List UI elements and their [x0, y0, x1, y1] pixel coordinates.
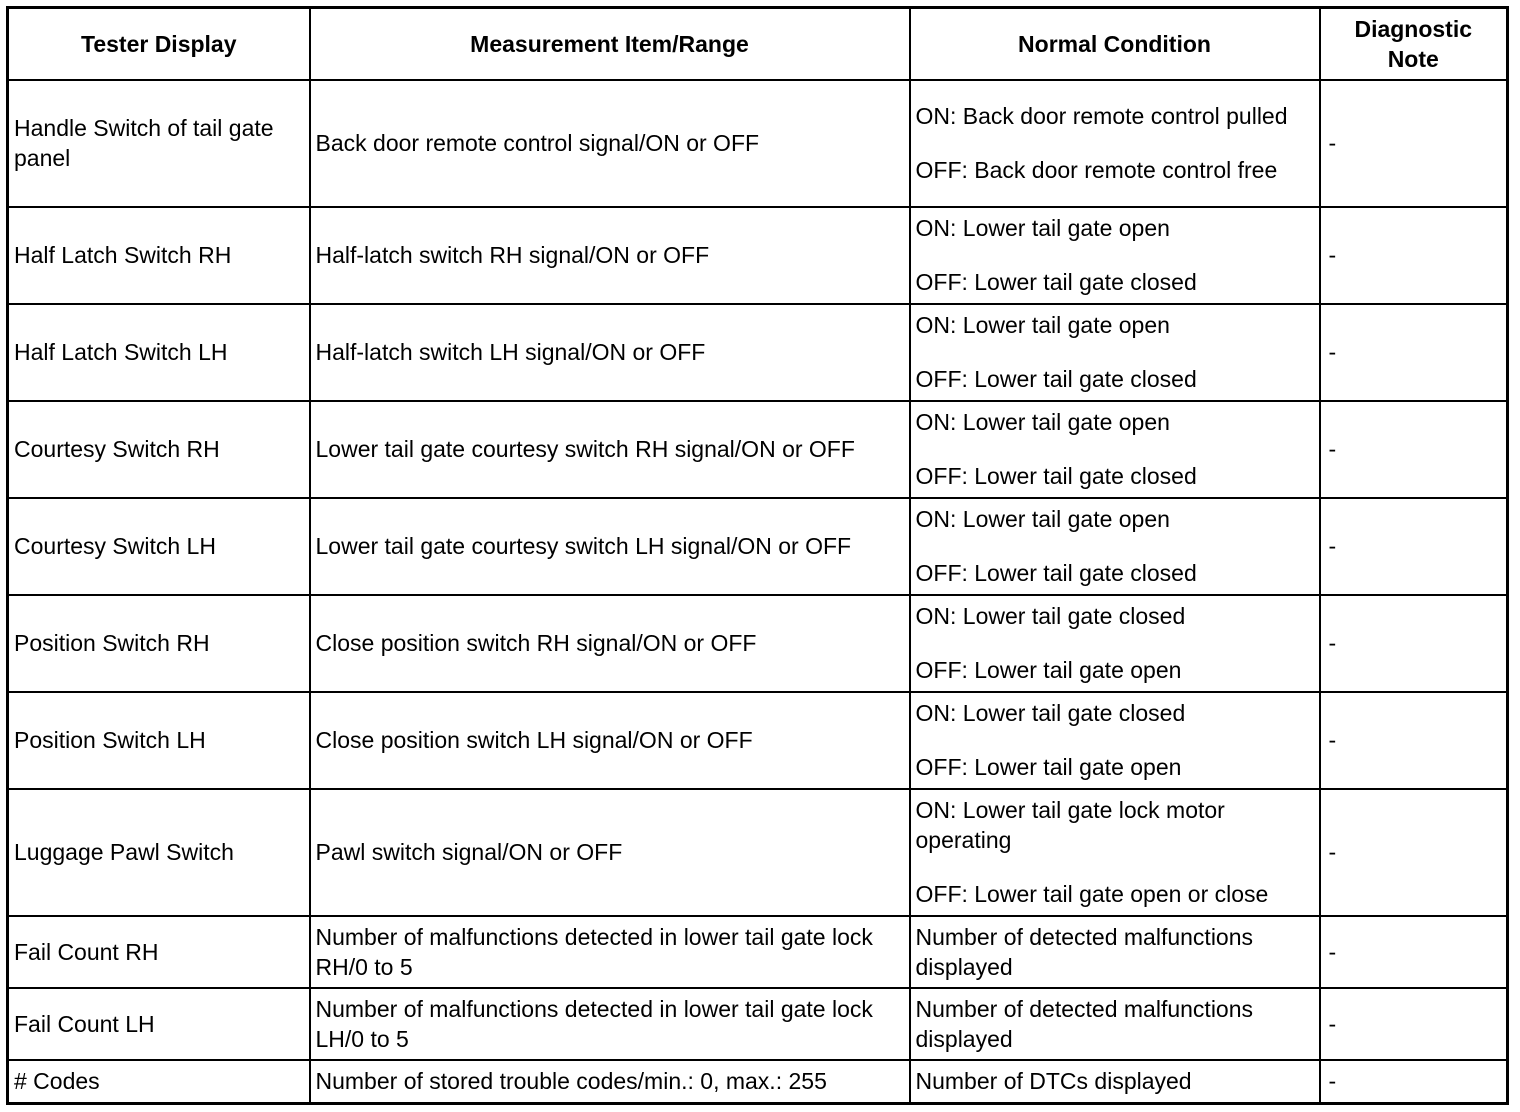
table-row: [8, 692, 1508, 789]
condition-off: OFF: Lower tail gate open: [915, 754, 1182, 780]
diagnostic-note-cell: -: [1320, 207, 1508, 304]
diagnostic-note-cell: -: [1320, 789, 1508, 916]
condition-on: ON: Lower tail gate closed: [915, 700, 1186, 726]
measurement-item-cell: Number of malfunctions detected in lower tail gate lock RH/0 to 5: [310, 916, 910, 988]
diagnostic-note-cell: -: [1320, 80, 1508, 207]
diagnostic-note-cell: -: [1320, 988, 1508, 1060]
table-row: [8, 595, 1508, 692]
tester-display-cell: Position Switch LH: [8, 692, 310, 789]
condition-off: OFF: Lower tail gate open or close: [915, 881, 1269, 907]
condition-off: OFF: Lower tail gate closed: [915, 366, 1197, 392]
diagnostic-note-cell: -: [1320, 692, 1508, 789]
measurement-item-cell: Lower tail gate courtesy switch LH signal/ON or OFF: [310, 498, 910, 595]
normal-condition-cell: [910, 692, 1320, 789]
measurement-item-cell: Lower tail gate courtesy switch RH signal/ON or OFF: [310, 401, 910, 498]
data-list-table: [6, 6, 1509, 1105]
tester-display-cell: Courtesy Switch LH: [8, 498, 310, 595]
table-row: [8, 916, 1508, 988]
tester-display-cell: Half Latch Switch LH: [8, 304, 310, 401]
diagnostic-note-cell: -: [1320, 916, 1508, 988]
table-row: [8, 789, 1508, 916]
header-row: [8, 8, 1508, 80]
condition-off: OFF: Lower tail gate closed: [915, 560, 1197, 586]
header-diagnostic-note-text: Diagnostic Note: [1354, 15, 1473, 72]
tester-display-cell: Half Latch Switch RH: [8, 207, 310, 304]
normal-condition-cell: [910, 595, 1320, 692]
header-diagnostic-note: [1320, 8, 1508, 80]
tester-display-cell: # Codes: [8, 1060, 310, 1104]
table-row: [8, 304, 1508, 401]
table-row: [8, 401, 1508, 498]
diagnostic-note-cell: -: [1320, 304, 1508, 401]
diagnostic-note-cell: -: [1320, 595, 1508, 692]
measurement-item-cell: Half-latch switch RH signal/ON or OFF: [310, 207, 910, 304]
condition-off: OFF: Lower tail gate closed: [915, 463, 1197, 489]
tester-display-cell: Fail Count RH: [8, 916, 310, 988]
measurement-item-cell: Number of stored trouble codes/min.: 0, max.: 255: [310, 1060, 910, 1104]
diagnostic-note-cell: -: [1320, 1060, 1508, 1104]
condition-on: ON: Lower tail gate open: [915, 312, 1170, 338]
tester-display-cell: Position Switch RH: [8, 595, 310, 692]
normal-condition-cell: [910, 80, 1320, 207]
measurement-item-cell: Back door remote control signal/ON or OFF: [310, 80, 910, 207]
measurement-item-cell: Number of malfunctions detected in lower tail gate lock LH/0 to 5: [310, 988, 910, 1060]
table-row: [8, 207, 1508, 304]
tester-display-cell: Luggage Pawl Switch: [8, 789, 310, 916]
condition-on: ON: Lower tail gate open: [915, 215, 1170, 241]
table-row: [8, 80, 1508, 207]
normal-condition-cell: [910, 789, 1320, 916]
normal-condition-cell: [910, 498, 1320, 595]
condition-off: OFF: Lower tail gate open: [915, 657, 1182, 683]
measurement-item-cell: Pawl switch signal/ON or OFF: [310, 789, 910, 916]
diagnostic-note-cell: -: [1320, 401, 1508, 498]
condition-on: ON: Lower tail gate closed: [915, 603, 1186, 629]
measurement-item-cell: Close position switch RH signal/ON or OFF: [310, 595, 910, 692]
header-tester-display: Tester Display: [8, 8, 310, 80]
table-row: [8, 988, 1508, 1060]
normal-condition-cell: Number of detected malfunctions displayed: [910, 988, 1320, 1060]
header-measurement-item: Measurement Item/Range: [310, 8, 910, 80]
tester-display-cell: Fail Count LH: [8, 988, 310, 1060]
condition-on: ON: Back door remote control pulled: [915, 103, 1288, 129]
normal-condition-cell: [910, 207, 1320, 304]
normal-condition-cell: Number of detected malfunctions displayed: [910, 916, 1320, 988]
condition-on: ON: Lower tail gate open: [915, 506, 1170, 532]
tester-display-cell: Courtesy Switch RH: [8, 401, 310, 498]
normal-condition-cell: [910, 304, 1320, 401]
diagnostic-note-cell: -: [1320, 498, 1508, 595]
table-row: [8, 1060, 1508, 1104]
measurement-item-cell: Close position switch LH signal/ON or OFF: [310, 692, 910, 789]
tester-display-cell: Handle Switch of tail gate panel: [8, 80, 310, 207]
measurement-item-cell: Half-latch switch LH signal/ON or OFF: [310, 304, 910, 401]
table-row: [8, 498, 1508, 595]
condition-off: OFF: Back door remote control free: [915, 157, 1278, 183]
condition-off: OFF: Lower tail gate closed: [915, 269, 1197, 295]
normal-condition-cell: Number of DTCs displayed: [910, 1060, 1320, 1104]
normal-condition-cell: [910, 401, 1320, 498]
header-normal-condition: Normal Condition: [910, 8, 1320, 80]
condition-on: ON: Lower tail gate open: [915, 409, 1170, 435]
condition-on: ON: Lower tail gate lock motor operating: [915, 797, 1225, 853]
